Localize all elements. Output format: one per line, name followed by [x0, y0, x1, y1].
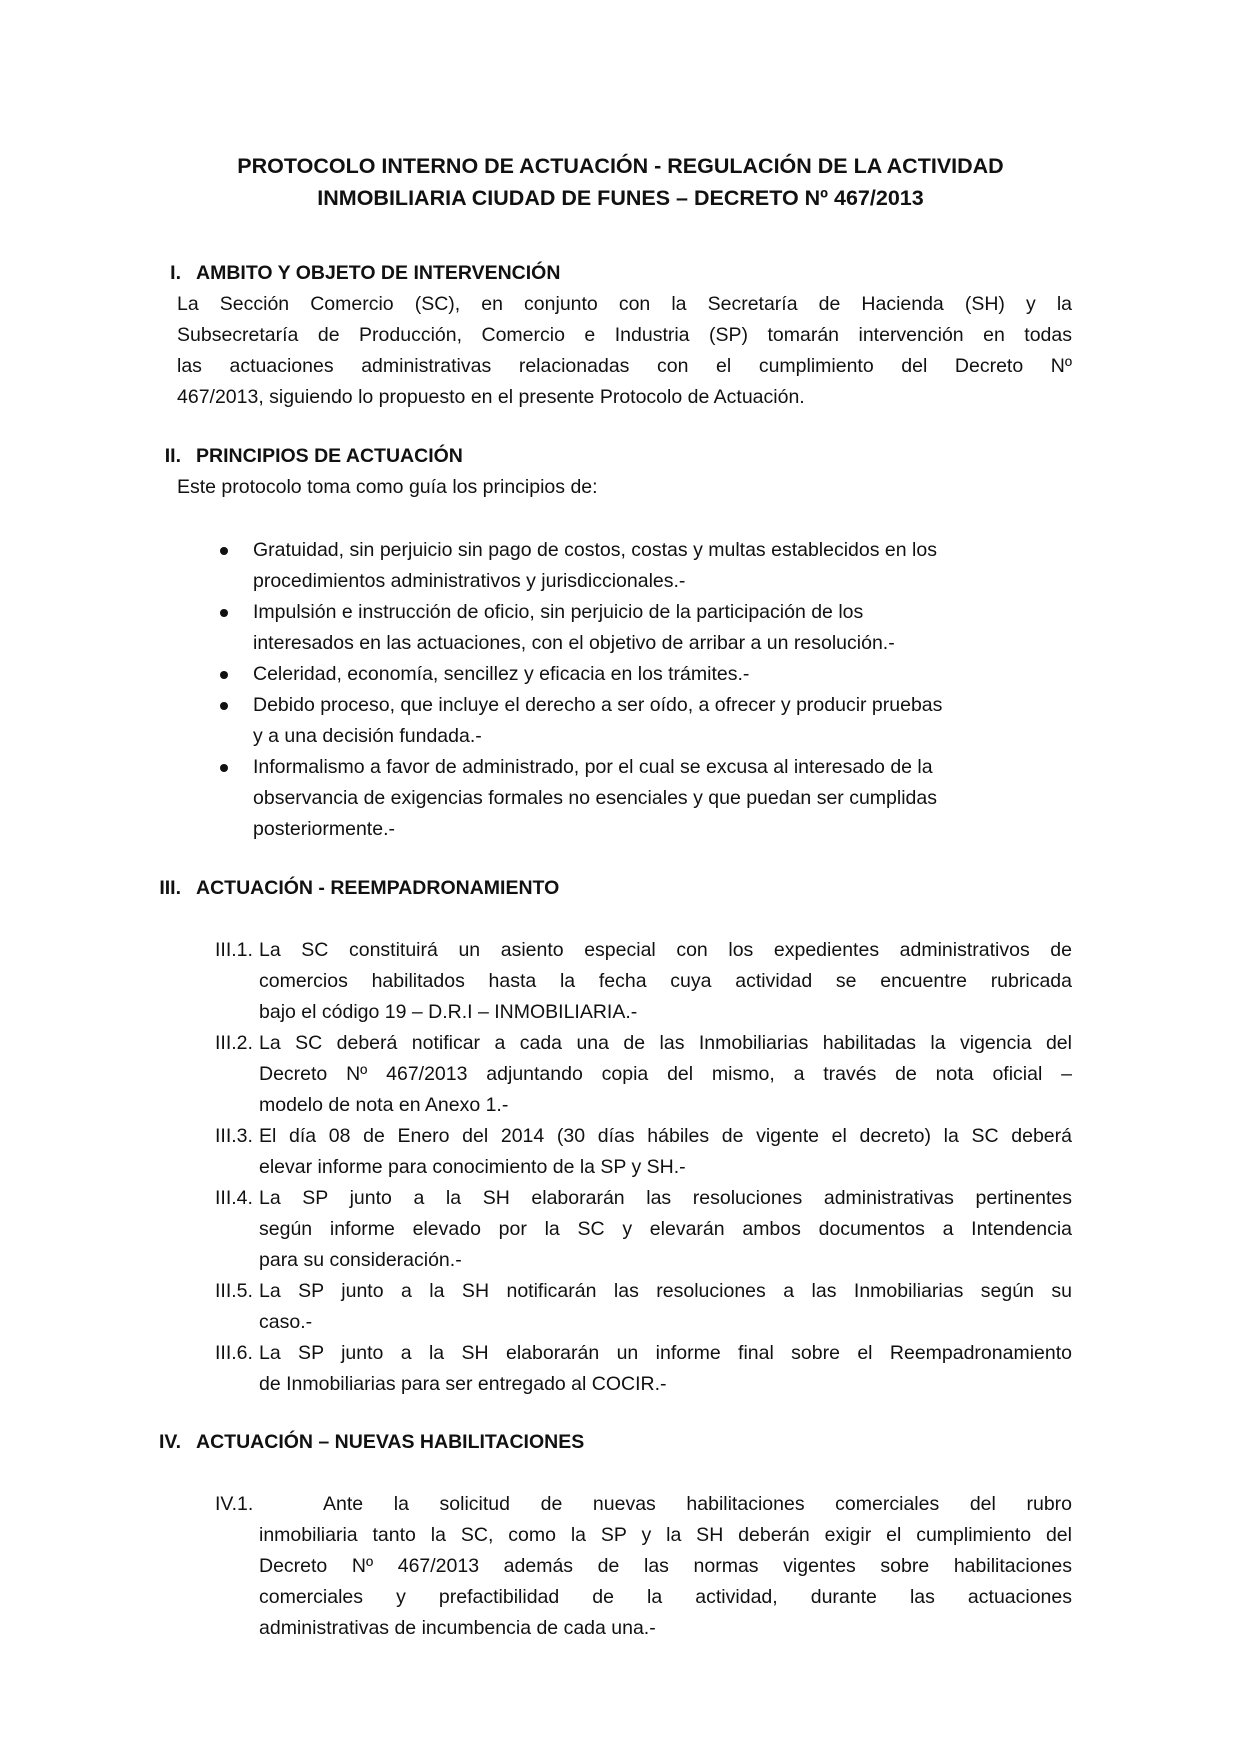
item-line: de Inmobiliarias para ser entregado al COCIR.- [259, 1373, 667, 1395]
item-number: III.3. [215, 1125, 253, 1147]
item-line: comerciales y prefactibilidad de la actividad, durante las actuaciones [259, 1586, 1072, 1608]
title-line-1: PROTOCOLO INTERNO DE ACTUACIÓN - REGULACIÓN DE LA ACTIVIDAD [237, 154, 1004, 178]
intro-text: Este protocolo toma como guía los principios de: [177, 476, 598, 498]
list-item-line: Celeridad, economía, sencillez y eficacia en los trámites.- [253, 663, 750, 685]
list-item-line: interesados en las actuaciones, con el objetivo de arribar a un resolución.- [253, 632, 895, 654]
nuevas-habilitaciones-list [215, 1489, 1072, 1644]
item-number: III.5. [215, 1280, 253, 1302]
numbered-item [215, 1183, 1072, 1276]
list-item [253, 535, 1053, 597]
list-item [253, 752, 1053, 845]
principles-list [253, 535, 1053, 845]
section-number: I. [170, 262, 181, 284]
item-number: III.4. [215, 1187, 253, 1209]
list-item [253, 690, 1053, 752]
item-line: elevar informe para conocimiento de la SP y SH.- [259, 1156, 686, 1178]
paragraph-line: las actuaciones administrativas relacionadas con el cumplimiento del Decreto Nº [177, 355, 1072, 377]
section-number: II. [164, 445, 181, 467]
item-line: La SC deberá notificar a cada una de las Inmobiliarias habilitadas la vigencia del [259, 1032, 1072, 1054]
bullet-icon [220, 764, 228, 772]
numbered-item [215, 1028, 1072, 1121]
section-ii-intro [177, 472, 1072, 503]
list-item-line: Informalismo a favor de administrado, por el cual se excusa al interesado de la [253, 756, 933, 778]
numbered-item [215, 1276, 1072, 1338]
item-line: modelo de nota en Anexo 1.- [259, 1094, 509, 1116]
list-item-line: procedimientos administrativos y jurisdiccionales.- [253, 570, 686, 592]
item-line: caso.- [259, 1311, 313, 1333]
item-line: El día 08 de Enero del 2014 (30 días hábiles de vigente el decreto) la SC deberá [259, 1125, 1072, 1147]
section-title: PRINCIPIOS DE ACTUACIÓN [196, 445, 463, 467]
item-line: Ante la solicitud de nuevas habilitaciones comerciales del rubro [323, 1493, 1072, 1515]
section-title: ACTUACIÓN – NUEVAS HABILITACIONES [196, 1431, 585, 1453]
item-line: Decreto Nº 467/2013 además de las normas vigentes sobre habilitaciones [259, 1555, 1072, 1577]
list-item-line: Debido proceso, que incluye el derecho a ser oído, a ofrecer y producir pruebas [253, 694, 943, 716]
paragraph-line: 467/2013, siguiendo lo propuesto en el presente Protocolo de Actuación. [177, 386, 805, 408]
list-item-line: y a una decisión fundada.- [253, 725, 482, 747]
item-line: administrativas de incumbencia de cada una.- [259, 1617, 656, 1639]
section-title: ACTUACIÓN - REEMPADRONAMIENTO [196, 877, 560, 899]
item-line: comercios habilitados hasta la fecha cuya actividad se encuentre rubricada [259, 970, 1072, 992]
item-line: La SP junto a la SH elaborarán las resoluciones administrativas pertinentes [259, 1187, 1072, 1209]
list-item [253, 659, 1053, 690]
paragraph-line: Subsecretaría de Producción, Comercio e Industria (SP) tomarán intervención en todas [177, 324, 1072, 346]
section-number: IV. [158, 1431, 181, 1453]
reempadronamiento-list [215, 935, 1072, 1400]
bullet-icon [220, 671, 228, 679]
list-item-line: Impulsión e instrucción de oficio, sin perjuicio de la participación de los [253, 601, 864, 623]
list-item-line: Gratuidad, sin perjuicio sin pago de costos, costas y multas establecidos en los [253, 539, 937, 561]
list-item-line: observancia de exigencias formales no esenciales y que puedan ser cumplidas [253, 787, 937, 809]
title-line-2: INMOBILIARIA CIUDAD DE FUNES – DECRETO Nº 467/2013 [317, 186, 924, 210]
bullet-icon [220, 609, 228, 617]
item-line: bajo el código 19 – D.R.I – INMOBILIARIA.- [259, 1001, 638, 1023]
item-line: para su consideración.- [259, 1249, 462, 1271]
item-line: según informe elevado por la SC y elevarán ambos documentos a Intendencia [259, 1218, 1072, 1240]
section-title: AMBITO Y OBJETO DE INTERVENCIÓN [196, 262, 561, 284]
bullet-icon [220, 702, 228, 710]
bullet-icon [220, 547, 228, 555]
section-number: III. [159, 877, 181, 899]
item-line: La SP junto a la SH notificarán las resoluciones a las Inmobiliarias según su [259, 1280, 1072, 1302]
item-line: Decreto Nº 467/2013 adjuntando copia del mismo, a través de nota oficial – [259, 1063, 1072, 1085]
item-line: inmobiliaria tanto la SC, como la SP y la SH deberán exigir el cumplimiento del [259, 1524, 1072, 1546]
item-number: III.6. [215, 1342, 253, 1364]
paragraph-line: La Sección Comercio (SC), en conjunto con la Secretaría de Hacienda (SH) y la [177, 293, 1072, 315]
item-number: IV.1. [215, 1493, 254, 1515]
section-i-paragraph [177, 289, 1072, 413]
document-title [150, 150, 1091, 214]
numbered-item [215, 1121, 1072, 1183]
list-item [253, 597, 1053, 659]
numbered-item [215, 1338, 1072, 1400]
item-number: III.1. [215, 939, 253, 961]
item-line: La SP junto a la SH elaborarán un informe final sobre el Reempadronamiento [259, 1342, 1072, 1364]
list-item-line: posteriormente.- [253, 818, 395, 840]
numbered-item [215, 1489, 1072, 1644]
item-number: III.2. [215, 1032, 253, 1054]
item-line: La SC constituirá un asiento especial con los expedientes administrativos de [259, 939, 1072, 961]
numbered-item [215, 935, 1072, 1028]
